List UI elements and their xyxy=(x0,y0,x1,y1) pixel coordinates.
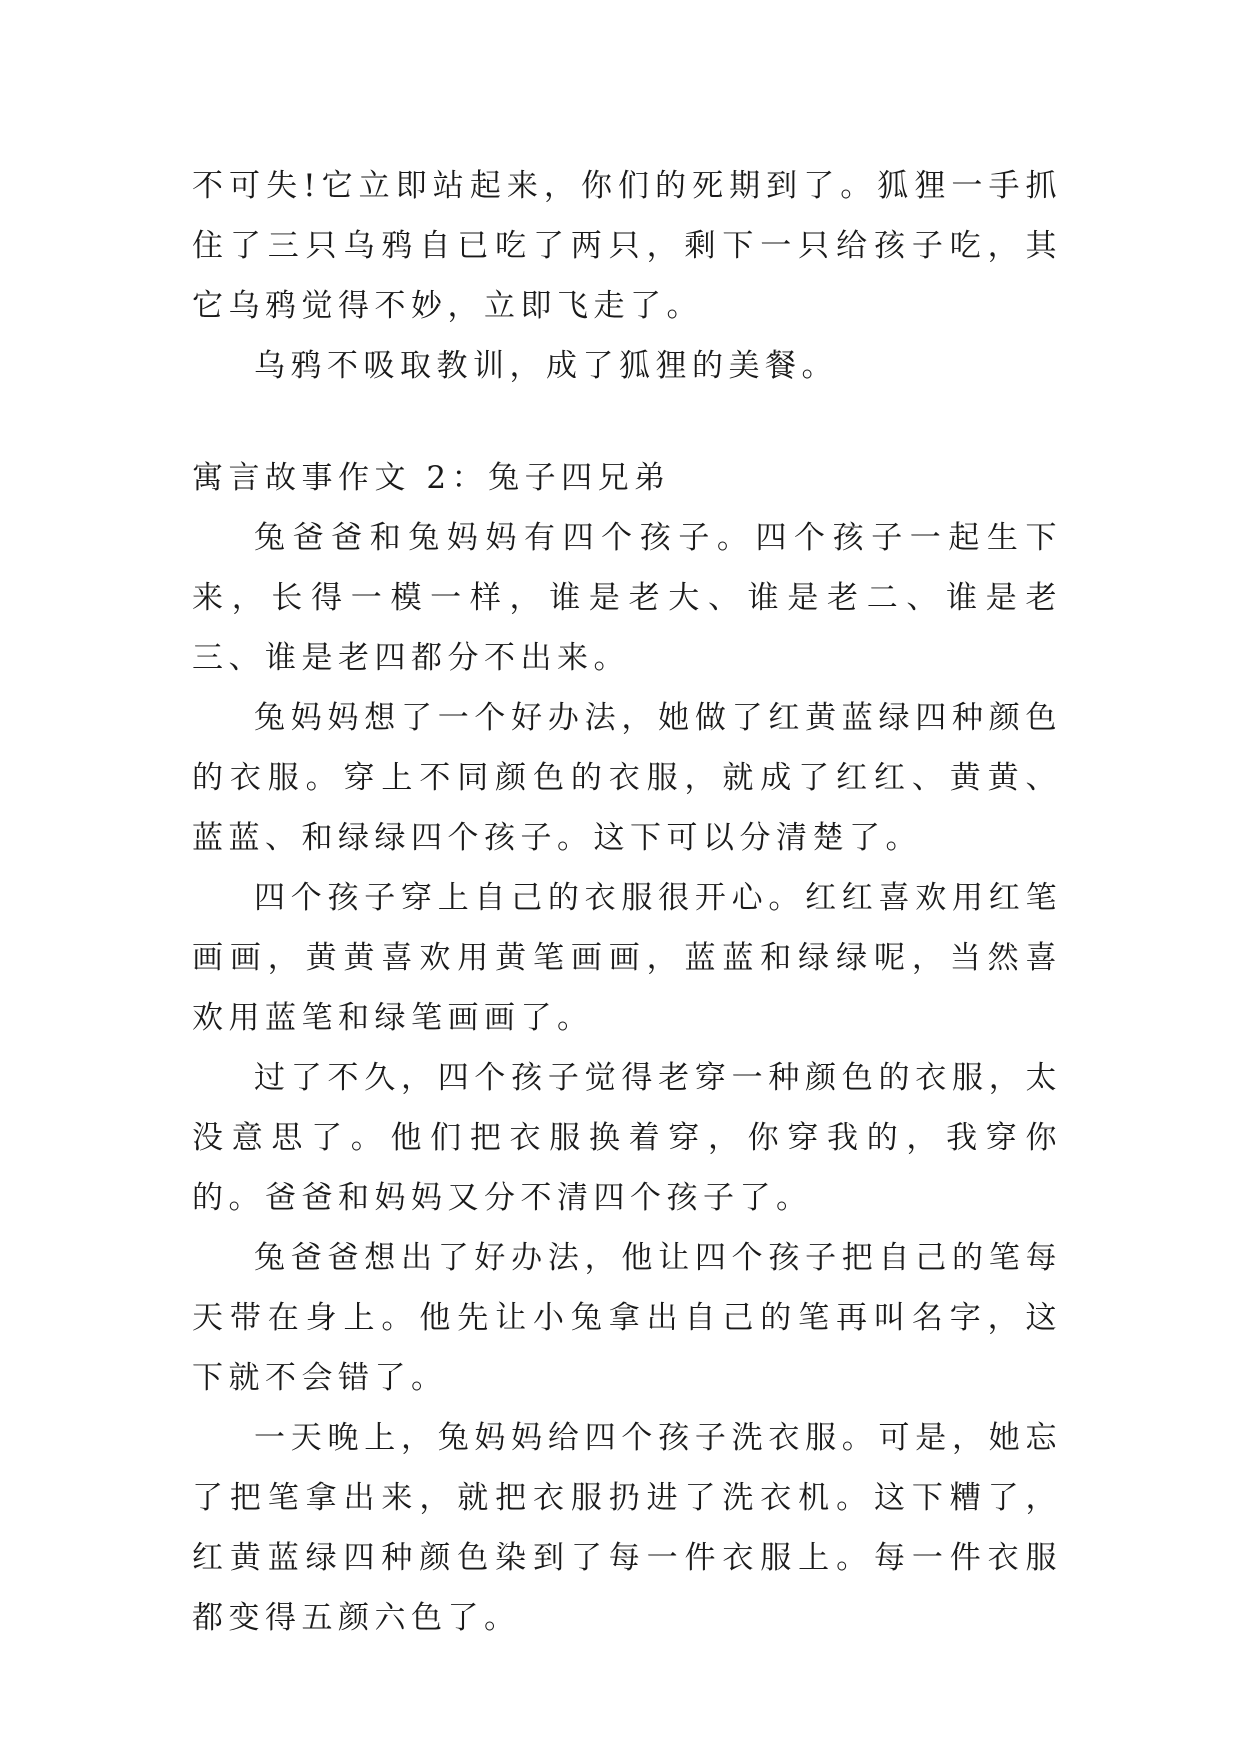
document-body xyxy=(192,156,1062,1648)
story2-paragraph: 过了不久，四个孩子觉得老穿一种颜色的衣服，太没意思了。他们把衣服换着穿，你穿我的，我穿你的。爸爸和妈妈又分不清四个孩子了。 xyxy=(192,1060,1062,1216)
story2-paragraph: 兔妈妈想了一个好办法，她做了红黄蓝绿四种颜色的衣服。穿上不同颜色的衣服，就成了红红、黄黄、蓝蓝、和绿绿四个孩子。这下可以分清楚了。 xyxy=(192,700,1062,856)
story2-paragraph: 兔爸爸想出了好办法，他让四个孩子把自己的笔每天带在身上。他先让小兔拿出自己的笔再叫名字，这下就不会错了。 xyxy=(192,1240,1062,1396)
story1-moral: 乌鸦不吸取教训，成了狐狸的美餐。 xyxy=(254,348,838,384)
story2-paragraph: 四个孩子穿上自己的衣服很开心。红红喜欢用红笔画画，黄黄喜欢用黄笔画画，蓝蓝和绿绿呢，当然喜欢用蓝笔和绿笔画画了。 xyxy=(192,880,1062,1036)
story2-paragraph: 兔爸爸和兔妈妈有四个孩子。四个孩子一起生下来，长得一模一样，谁是老大、谁是老二、谁是老三、谁是老四都分不出来。 xyxy=(192,520,1062,676)
story1-continuation: 不可失!它立即站起来，你们的死期到了。狐狸一手抓住了三只乌鸦自已吃了两只，剩下一只给孩子吃，其它乌鸦觉得不妙，立即飞走了。 xyxy=(192,168,1062,324)
story2-title: 寓言故事作文 2：兔子四兄弟 xyxy=(192,460,671,496)
story2-paragraph: 一天晚上，兔妈妈给四个孩子洗衣服。可是，她忘了把笔拿出来，就把衣服扔进了洗衣机。这下糟了，红黄蓝绿四种颜色染到了每一件衣服上。每一件衣服都变得五颜六色了。 xyxy=(192,1420,1062,1636)
